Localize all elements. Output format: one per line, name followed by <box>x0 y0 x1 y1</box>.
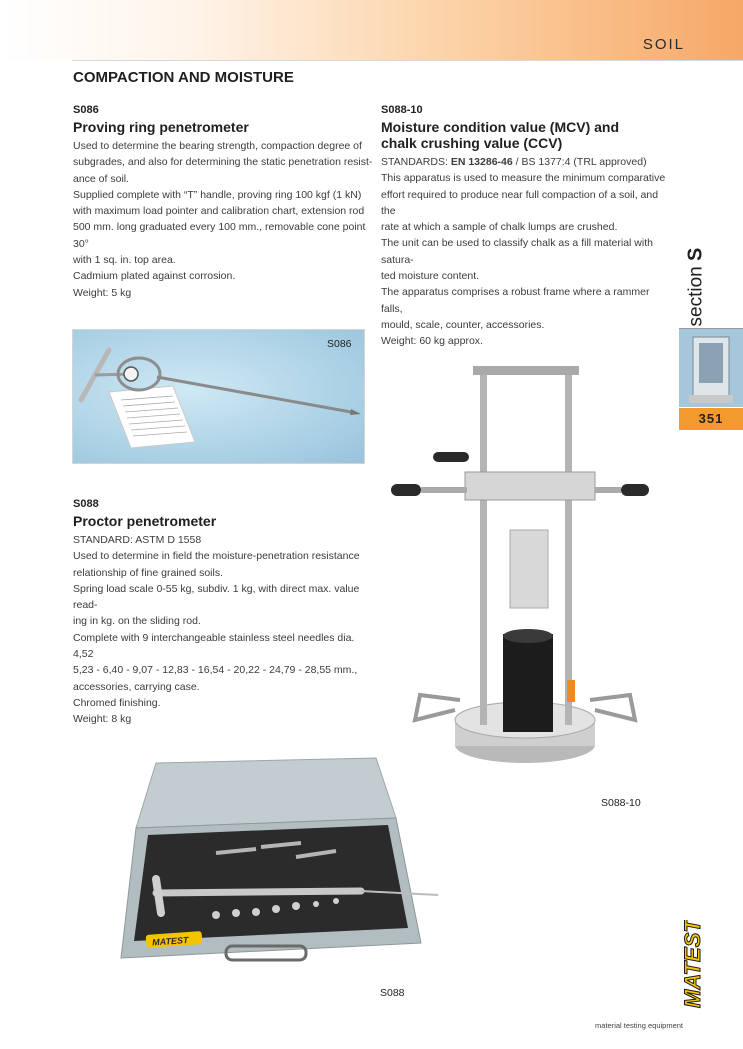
frame-top <box>473 366 579 375</box>
page-number: 351 <box>679 408 743 430</box>
logo-graphic <box>676 920 706 1010</box>
description-line: ted moisture content. <box>381 270 480 283</box>
description-line: relationship of fine grained soils. <box>73 566 224 579</box>
section-word: section <box>685 266 707 327</box>
description-line: accessories, carrying case. <box>73 680 200 693</box>
extension-rod <box>157 377 351 412</box>
description-line: The apparatus comprises a robust frame where a rammer falls, <box>381 286 650 315</box>
product-s086 <box>73 104 373 301</box>
photo-caption-s088-10: S088-10 <box>601 797 641 809</box>
description-line: Cadmium plated against corrosion. <box>73 270 236 283</box>
rammer-carriage <box>465 472 595 500</box>
section-label: SOIL <box>642 36 685 53</box>
standards-prefix: STANDARDS: <box>381 156 451 168</box>
description-line: Spring load scale 0-55 kg, subdiv. 1 kg, with direct max. value read- <box>73 582 360 612</box>
rammer <box>510 530 548 608</box>
product-s088-10 <box>381 104 673 350</box>
description-line: The unit can be used to classify chalk as a fill material with satura- <box>381 237 653 266</box>
standards-line <box>381 154 673 170</box>
description-line: with maximum load pointer and calibration chart, extension rod <box>73 205 365 218</box>
matest-logo <box>676 920 706 1010</box>
case-logo: MATEST <box>151 935 189 948</box>
standards-suffix: / BS 1377:4 (TRL approved) <box>512 156 647 168</box>
description-line: ance of soil. <box>73 172 130 185</box>
frame-post-left <box>480 370 487 725</box>
description-line: Used to determine the bearing strength, compaction degree of <box>73 140 362 152</box>
product-title: Proctor penetrometer <box>73 513 217 529</box>
section-letter: S <box>684 247 707 262</box>
photo-s088 <box>116 743 446 983</box>
product-code: S086 <box>73 104 99 116</box>
mcv-apparatus-illustration <box>385 360 665 780</box>
product-title <box>381 119 673 151</box>
handle-right <box>621 484 649 496</box>
photo-s088-10 <box>385 360 665 780</box>
standards-bold: EN 13286-46 <box>450 156 513 168</box>
product-code: S088 <box>73 498 99 510</box>
frame-post-right <box>565 370 572 725</box>
description-line: STANDARD: ASTM D 1558 <box>73 534 202 546</box>
product-s088 <box>73 498 373 728</box>
logo-text: MATEST <box>680 920 705 1008</box>
header-band <box>0 0 743 60</box>
header-rule <box>72 60 743 61</box>
mould <box>503 634 553 732</box>
proving-ring-illustration <box>73 330 364 463</box>
section-tab-label <box>685 217 708 327</box>
thumbnail-illustration <box>679 329 743 407</box>
case-lid <box>136 758 396 828</box>
description-line: Used to determine in field the moisture-penetration resistance <box>73 550 360 563</box>
footer-tagline: material testing equipment <box>595 1021 683 1030</box>
handle-left <box>391 484 421 496</box>
photo-s086 <box>72 329 365 464</box>
description-line: subgrades, and also for determining the static penetration resist- <box>73 156 373 169</box>
product-title-line: Moisture condition value (MCV) and <box>381 119 620 135</box>
description-line: mould, scale, counter, accessories. <box>381 318 545 331</box>
calibration-chart <box>109 386 195 448</box>
foam-insert <box>134 825 408 941</box>
photo-caption-s088: S088 <box>380 987 405 999</box>
section-thumbnail <box>679 328 743 407</box>
description-line: Weight: 8 kg <box>73 713 132 726</box>
penetrometer-rod <box>156 891 361 893</box>
carrying-case-illustration <box>116 743 446 983</box>
product-title-line: chalk crushing value (CCV) <box>381 135 563 151</box>
description-line: 5,23 - 6,40 - 9,07 - 12,83 - 16,54 - 20,22 - 24,79 - 28,55 mm., <box>73 664 358 677</box>
description-line: effort required to produce near full compaction of a soil, and the <box>381 188 659 217</box>
description-line: Chromed finishing. <box>73 696 161 709</box>
page-title: COMPACTION AND MOISTURE <box>73 69 294 86</box>
description-line: Complete with 9 interchangeable stainless steel needles dia. 4,52 <box>73 631 355 661</box>
product-code: S088-10 <box>381 104 423 116</box>
description-line: Supplied complete with “T” handle, proving ring 100 kgf (1 kN) <box>73 188 362 201</box>
description-line: Weight: 5 kg <box>73 286 132 299</box>
description-line: ing in kg. on the sliding rod. <box>73 615 201 628</box>
product-description <box>381 154 673 350</box>
product-description <box>73 138 373 301</box>
description-line: with 1 sq. in. top area. <box>73 254 176 267</box>
photo-caption: S086 <box>327 338 352 350</box>
description-line: This apparatus is used to measure the minimum comparative <box>381 172 666 185</box>
description-line: Weight: 60 kg approx. <box>381 335 483 348</box>
description-line: rate at which a sample of chalk lumps are crushed. <box>381 221 618 234</box>
dial-gauge <box>124 367 138 381</box>
product-description <box>73 532 373 728</box>
section-tab <box>671 220 711 330</box>
product-title: Proving ring penetrometer <box>73 119 249 135</box>
description-line: 500 mm. long graduated every 100 mm., removable cone point 30° <box>73 221 366 250</box>
